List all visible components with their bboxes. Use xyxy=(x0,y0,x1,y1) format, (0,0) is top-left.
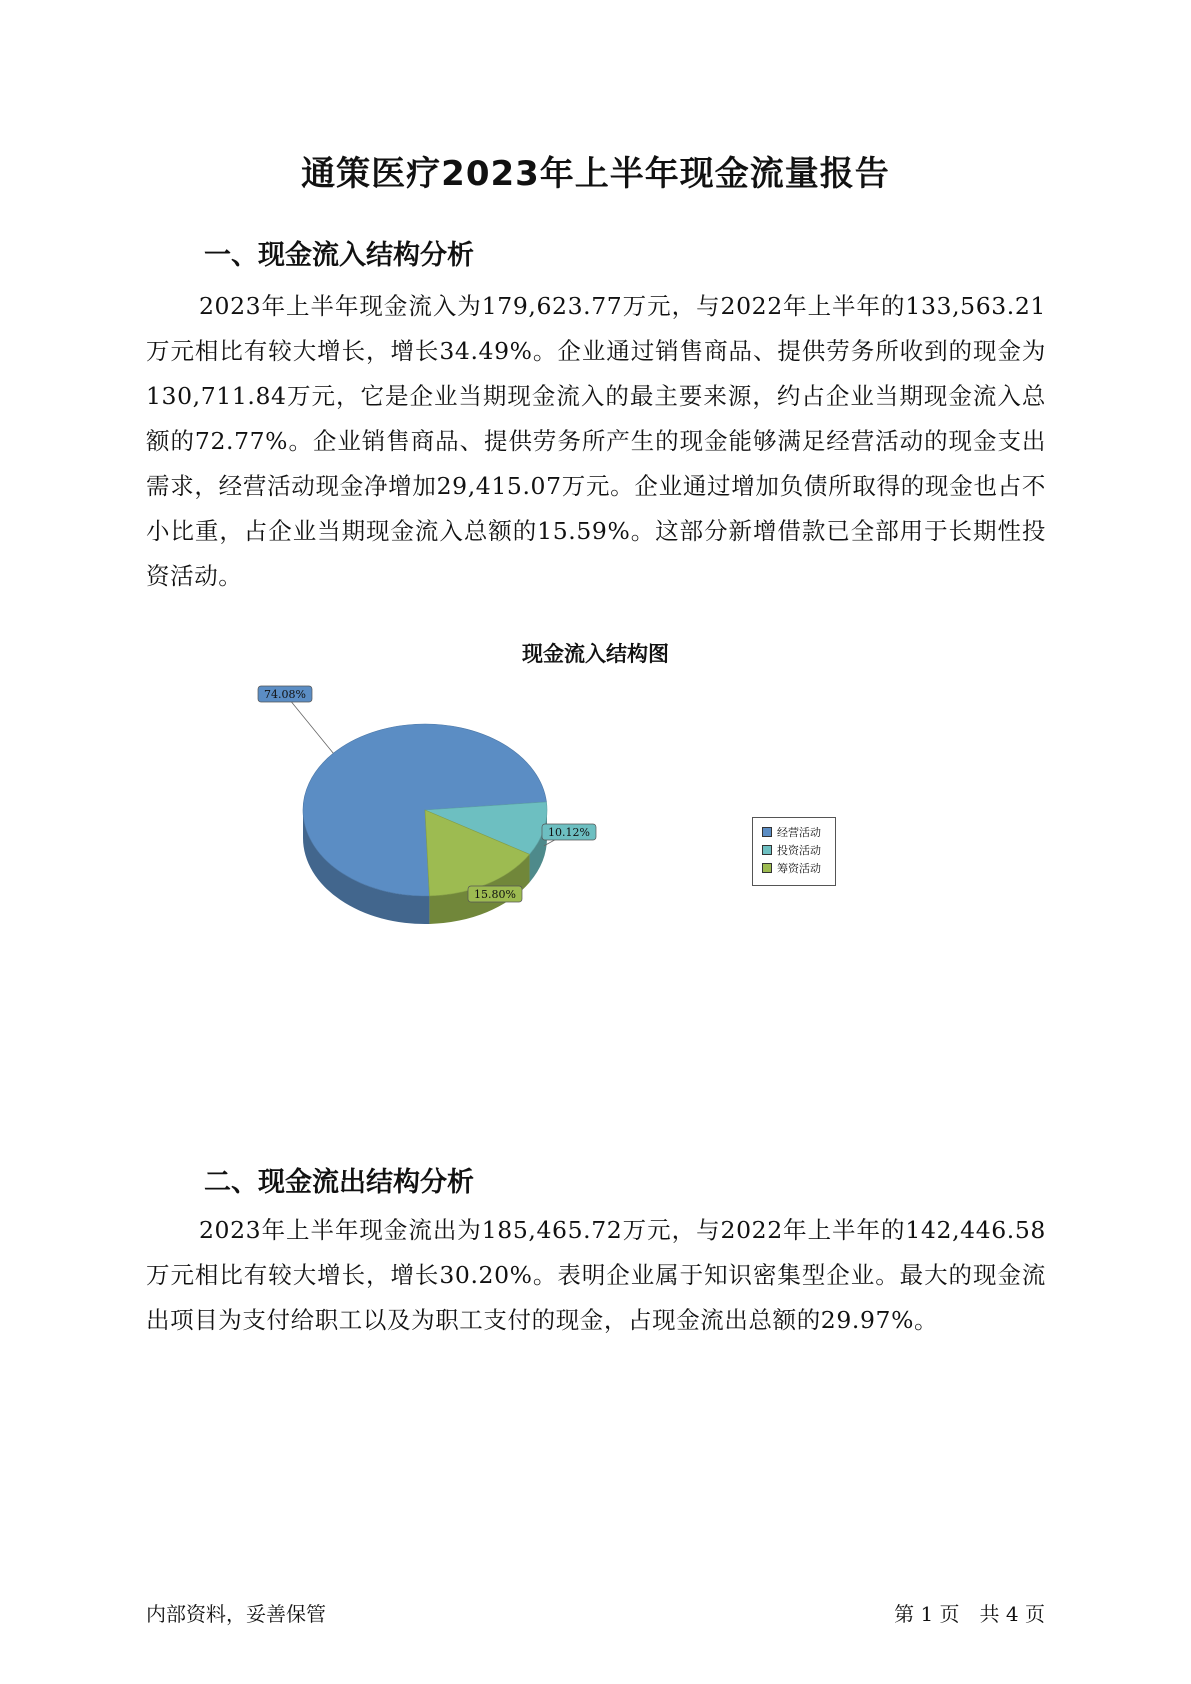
legend-swatch xyxy=(762,845,772,855)
pie-data-label: 15.80% xyxy=(474,888,516,901)
legend-item-operating xyxy=(762,823,835,841)
section2-heading: 二、现金流出结构分析 xyxy=(204,1167,474,1198)
legend-item-investing xyxy=(762,841,835,859)
section2-paragraph: 2023年上半年现金流出为185,465.72万元，与2022年上半年的142,446.58万元相比有较大增长，增长30.20%。表明企业属于知识密集型企业。最大的现金流出项目为支付给职工以及为职工支付的现金，占现金流出总额的29.97%。 xyxy=(146,1216,1046,1334)
page-title: 通策医疗2023年上半年现金流量报告 xyxy=(301,154,890,194)
section1-heading: 一、现金流入结构分析 xyxy=(204,240,474,271)
pie-chart xyxy=(264,688,630,950)
pie-data-label: 10.12% xyxy=(548,826,590,839)
footer-page-number: 第 1 页 共 4 页 xyxy=(894,1602,1045,1626)
legend-swatch xyxy=(762,827,772,837)
legend-label: 筹资活动 xyxy=(777,862,821,875)
legend-swatch xyxy=(762,863,772,873)
legend-label: 经营活动 xyxy=(777,826,821,839)
legend-label: 投资活动 xyxy=(777,844,821,857)
pie-data-label: 74.08% xyxy=(264,688,306,701)
footer-confidential-note: 内部资料，妥善保管 xyxy=(146,1602,326,1626)
chart-legend xyxy=(752,817,836,886)
section1-paragraph: 2023年上半年现金流入为179,623.77万元，与2022年上半年的133,563.21万元相比有较大增长，增长34.49%。企业通过销售商品、提供劳务所收到的现金为130,711.84万元，它是企业当期现金流入的最主要来源，约占企业当期现金流入总额的72.77%。企业销售商品、提供劳务所产生的现金能够满足经营活动的现金支出需求，经营活动现金净增加29,415.07万元。企业通过增加负债所取得的现金也占不小比重，占企业当期现金流入总额的15.59%。这部分新增借款已全部用于长期性投资活动。 xyxy=(146,292,1046,590)
legend-item-financing xyxy=(762,859,835,877)
pie-leader-line xyxy=(285,694,333,753)
chart-title: 现金流入结构图 xyxy=(522,642,669,666)
